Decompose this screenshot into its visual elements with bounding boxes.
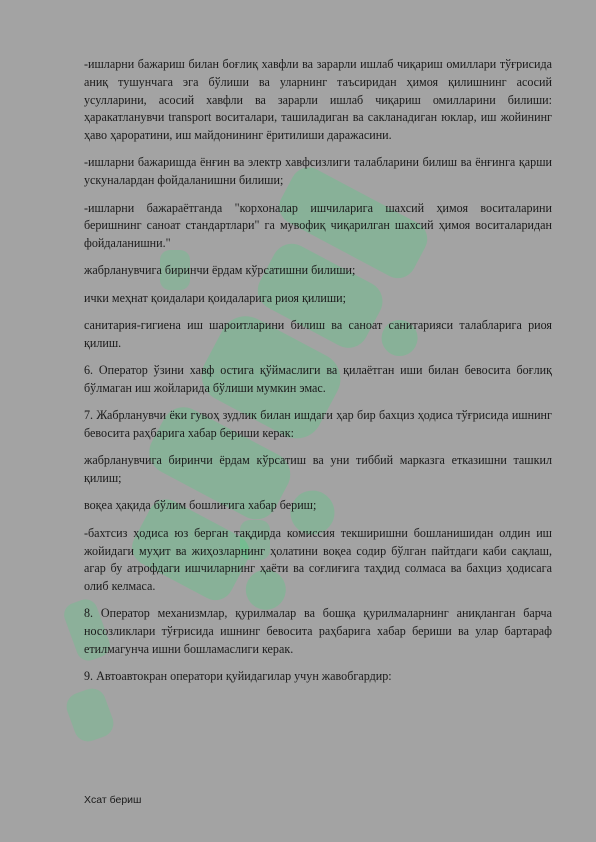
paragraph-8: 7. Жабрланувчи ёки гувоҳ зудлик билан ишдаги ҳар бир бахциз ҳодиса тўғрисида ишнинг бевосита раҳбарига хабар бериши керак: xyxy=(84,408,552,441)
paragraph-13: 9. Автоавтокран оператори қуйидагилар учун жавобгардир: xyxy=(84,669,392,684)
paragraph-3: -ишларни бажараётганда "корхоналар ишчиларига шахсий ҳимоя воситаларини беришнинг саноат стандартлари" га мувофиқ чиқарилган шахсий ҳимоя воситаларидан фойдаланишни." xyxy=(84,200,552,251)
paragraph-6: санитария-гигиена иш шароитларини билиш ва саноат санитарияси талабларига риоя қилиш. xyxy=(84,318,552,350)
paragraph-12: 8. Оператор механизмлар, қурилмалар ва бошқа қурилмаларнинг аниқланган барча носозликлари тўғрисида ишнинг бевосита раҳбарига хабар бериши ва улар бартараф етилмагунча ишни бошламаслиги керак. xyxy=(84,606,552,657)
page-footer: Хсат бериш xyxy=(84,794,142,806)
paragraph-10: воқеа ҳақида бўлим бошлиғига хабар бериш; xyxy=(84,498,317,513)
paragraph-7: 6. Оператор ўзини хавф остига қўймаслиги ва қилаётган иши билан бевосита боғлиқ бўлмаган иш жойларида бўлиши мумкин эмас. xyxy=(84,363,552,395)
paragraph-1: -ишларни бажариш билан боғлиқ хавфли ва зарарли ишлаб чиқариш омиллари тўғрисида аниқ тушунчага эга бўлиши ва уларнинг таъсиридан ҳимоя қилишнинг асосий усулларини, асосий хавфли ва зарарли ишлаб чиқариш омилларини билиши: ҳаракатланувчи transport воситалари, ташиладиган ва сакланадиган юклар, иш жойининг ҳаво ҳароратини, иш майдонининг ёритилиши даражасини. xyxy=(84,57,552,143)
paragraph-4: жабрланувчига биринчи ёрдам кўрсатишни билиши; xyxy=(84,263,356,278)
paragraph-2: -ишларни бажаришда ёнғин ва электр хавфсизлиги талабларини билиш ва ёнғинга қарши ускуналардан фойдаланишни билиши; xyxy=(84,155,552,188)
paragraph-11: -бахтсиз ҳодиса юз берган тақдирда комиссия текширишни бошланишидан олдин иш жойидаги муҳит ва жиҳозларнинг ҳолатини воқеа содир бўлган пайтдаги каби сақлаш, агар бу атрофдаги ишчиларнинг ҳаёти ва соғлиғига таҳдид солмаса ва бахциз ҳодисага олиб келмаса. xyxy=(84,525,552,594)
paragraph-5: ички меҳнат қоидалари қоидаларига риоя қилиши; xyxy=(84,290,347,305)
paragraph-9: жабрланувчига биринчи ёрдам кўрсатиш ва уни тиббий марказга етказишни ташкил қилиш; xyxy=(84,453,552,486)
document-body xyxy=(84,56,552,696)
